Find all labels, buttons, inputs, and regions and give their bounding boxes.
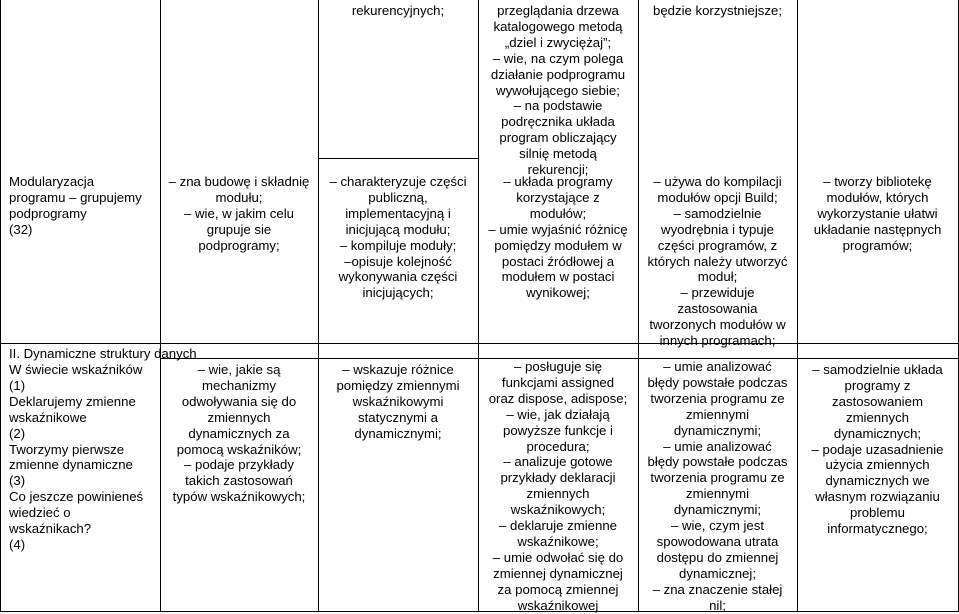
requirement-cell: – wie, jakie są mechanizmy odwoływania się do zmiennych dynamicznych za pomocą wskaźników; – podaje przykłady takich zastosowań typów wskaźnikowych; xyxy=(172,362,306,505)
requirement-cell: – posługuje się funkcjami assigned oraz dispose, adispose; – wie, jak działają powyższe funkcje i procedura; – analizuje gotowe przykłady deklaracji zmiennych wskaźnikowych; – deklaruje zmienne wskaźnikowe; – umie odwołać się do zmiennej dynamicznej za pomocą zmiennej wskaźnikowej xyxy=(488,359,628,613)
column-divider xyxy=(478,0,479,612)
column-divider xyxy=(318,0,319,612)
column-divider xyxy=(797,0,798,612)
requirement-cell: rekurencyjnych; xyxy=(351,3,445,18)
row-divider xyxy=(0,343,959,344)
pointers-topic-cell: W świecie wskaźników (1) Deklarujemy zmienne wskaźnikowe (2) Tworzymy pierwsze zmienne dynamiczne (3) Co jeszcze powinieneś wiedzieć o wskaźnikach? (4) xyxy=(9,362,144,552)
module-topic-cell: Modularyzacja programu – grupujemy podprogramy (32) xyxy=(9,174,142,237)
requirement-cell: – samodzielnie układa programy z zastosowaniem zmiennych dynamicznych; – podaje uzasadnienie użycia zmiennych dynamicznych we własnym rozwiązaniu problemu informatycznego; xyxy=(811,362,944,537)
table-border-left xyxy=(0,0,1,612)
requirement-cell: – zna budowę i składnię modułu; – wie, w jakim celu grupuje sie podprogramy; xyxy=(168,174,310,253)
requirement-cell: – układa programy korzystające z modułów; – umie wyjaśnić różnicę pomiędzy modułem w postaci źródłowej a modułem w postaci wynikowej; xyxy=(488,174,628,301)
requirement-cell: – tworzy bibliotekę modułów, których wykorzystanie ułatwi układanie następnych programów; xyxy=(813,174,942,253)
column-divider xyxy=(638,0,639,612)
section-heading: II. Dynamiczne struktury danych xyxy=(9,346,197,361)
requirement-cell: będzie korzystniejsze; xyxy=(652,3,782,18)
requirement-cell: – umie analizować błędy powstałe podczas tworzenia programu ze zmiennymi dynamicznymi; – umie analizować błędy powstałe podczas tworzenia programu ze zmiennymi dynamicznymi; – wie, czym jest spowodowana utrata dostępu do zmiennej dynamicznej; – zna znaczenie stałej nil; xyxy=(647,359,788,613)
requirement-cell: przeglądania drzewa katalogowego metodą „dziel i zwyciężaj”; – wie, na czym polega działanie podprogramu wywołującego siebie; – na podstawie podręcznika układa program obliczający silnię metodą rekurencji; xyxy=(490,3,626,178)
requirement-cell: – wskazuje różnice pomiędzy zmiennymi wskaźnikowymi statycznymi a dynamicznymi; xyxy=(336,362,460,441)
column-divider xyxy=(160,0,161,612)
requirement-cell: – charakteryzuje części publiczną, implementacyjną i inicjującą modułu; – kompiluje moduły; –opisuje kolejność wykonywania części inicjujących; xyxy=(329,174,467,301)
row-divider xyxy=(318,158,478,159)
requirement-cell: – używa do kompilacji modułów opcji Build; – samodzielnie wyodrębnia i typuje części programów, z których należy utworzyć moduł; – przewiduje zastosowania tworzonych modułów w innych programach; xyxy=(647,174,788,349)
